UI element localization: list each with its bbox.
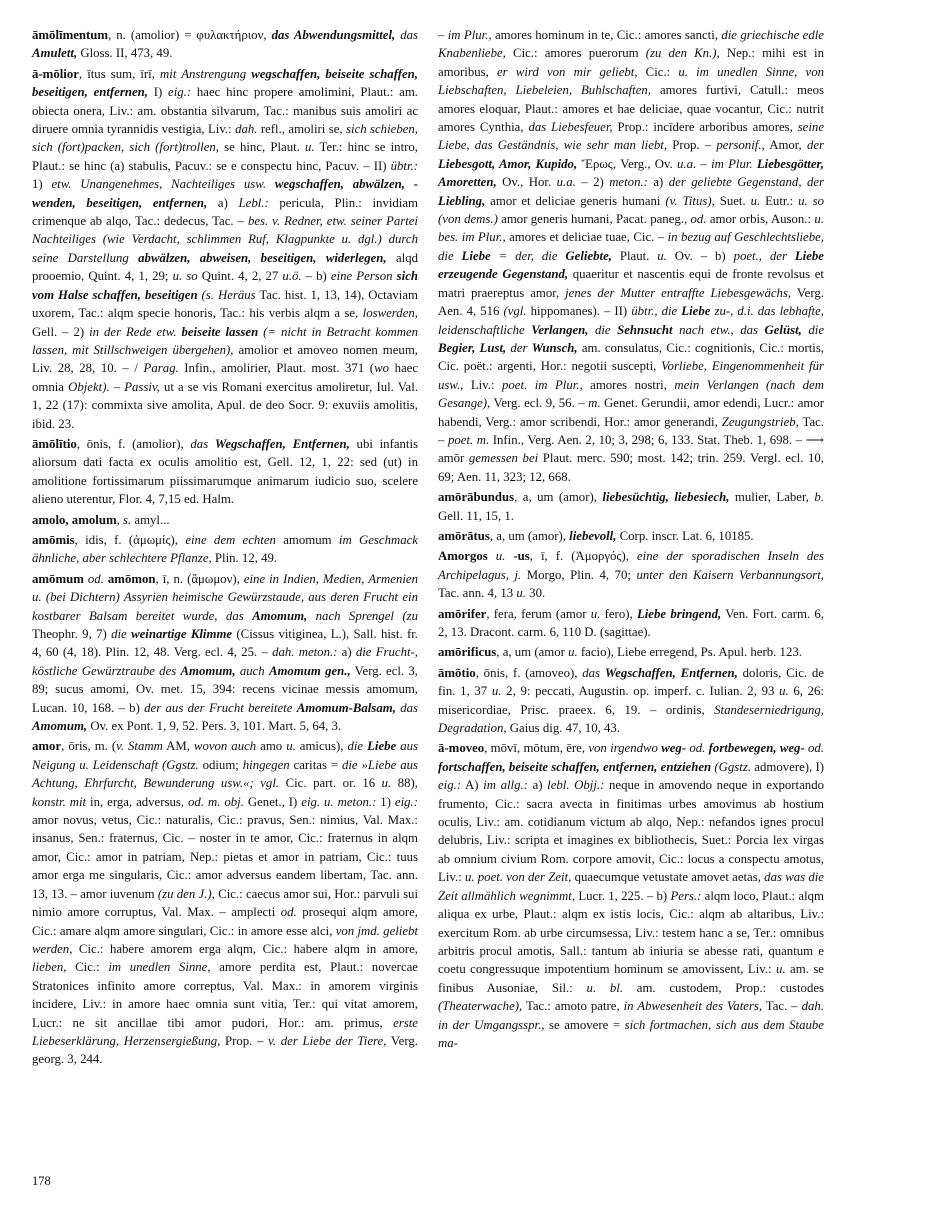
entry-body: , ōnis, f. (amolior), das Wegschaffen, Entfernen, ubi infantis aliorsum dati facta ex oculis amolitio est, Gell. 12, 1, 22: sed (ut) in amolitione fortissimarum piissimarumque animarum iudicio suo, scelere alieno uterentur, Flor. 4, 7,15 ed. Halm.: [32, 436, 418, 507]
entry-headword: ā-moveo: [438, 741, 485, 756]
dictionary-entry: [32, 511, 418, 529]
entry-body: , ōnis, f. (amoveo), das Wegschaffen, Entfernen, doloris, Cic. de fin. 1, 37 u. 2, 9: peccati, Augustin. op. imperf. c. Iulian. 2, 93 u. 6, 26: misericordiae, Prisc. praeex. 6, 19. – ordinis, Standeserniedrigung, Degradation, Gaius dig. 47, 10, 43.: [438, 665, 824, 736]
dictionary-entry: [438, 26, 824, 486]
entry-headword: Amorgos: [438, 549, 488, 564]
entry-headword: amolo, amolum: [32, 512, 117, 527]
dictionary-entry: [438, 643, 824, 661]
entry-body: , idis, f. (ἀμωμίς), eine dem echten amomum im Geschmack ähnliche, aber schlechtere Pflanze, Plin. 12, 49.: [32, 532, 418, 566]
dictionary-entry: [438, 547, 824, 602]
entry-headword: amor: [32, 739, 62, 754]
page-number: 178: [32, 1174, 51, 1188]
entry-body: u. -us, ī, f. (Ἀμοργός), eine der sporadischen Inseln des Archipelagus, j. Morgo, Plin. 4, 70; unter den Kaisern Verbannungsort, Tac. ann. 4, 13 u. 30.: [438, 549, 825, 601]
dictionary-entry: [438, 664, 824, 738]
dictionary-entry: [438, 739, 824, 1052]
entry-headword: amōrificus: [438, 645, 497, 660]
entry-body: , mōvī, mōtum, ēre, von irgendwo weg- od. fortbewegen, weg- od. fortschaffen, beiseite schaffen, entfernen, entziehen (Ggstz. admovere), I) eig.: A) im allg.: a) lebl. Objj.: neque in amovendo neque in exportando frumento, Cic.: sacra avecta in finitimas urbes amovimus ab hostium oculis, Liv.: am. cotidianum victum ab alqo, Nep.: nefandos ignes procul delubris, Liv.: scripta et imagines ex bibliothecis, Suet.: Porcia lex virgas ab omnium civium Rom. corpore amovit, Cic.: locus a conspectu amotus, Liv.: u. poet. von der Zeit, quaecumque vetustate amovet aetas, das was die Zeit allmählich wegnimmt, Lucr. 1, 225. – b) Pers.: alqm loco, Plaut.: alqm aliqua ex urbe, Plaut.: alqm ex istis locis, Cic.: alqm ab altaribus, Liv.: exercitum Rom. ab urbe circumsessa, Liv.: testem hanc a se, Ter.: omnibus arbitris procul amotis, Sall.: tantum ab iniuria se abesse rati, quantum e coetu congressuque impotentium hominum se amovissent, Liv.: u. am. se finibus Ausoniae, Sil.: u. bl. am. custodem, Prop.: custodes (Theaterwache), Tac.: amoto patre, in Abwesenheit des Vaters, Tac. – dah. in der Umgangsspr., se amovere = sich fortmachen, sich aus dem Staube ma-: [438, 741, 825, 1050]
entry-body: , a, um (amor), liebesüchtig, liebesiech, mulier, Laber, b. Gell. 11, 15, 1.: [438, 490, 824, 523]
dictionary-entry: [32, 26, 418, 63]
entry-headword: amōrātus: [438, 528, 490, 543]
dictionary-entry: [32, 435, 418, 509]
entry-headword: āmōlītio: [32, 436, 77, 451]
entry-body: od. amōmon, ī, n. (ἄμωμον), eine in Indien, Medien, Armenien u. (bei Dichtern) Assyrien heimische Gewürzstaude, aus deren Frucht ein kostbarer Balsam bereitet wurde, das Amomum, nach Sprengel (zu Theophr. 9, 7) die weinartige Klimme (Cissus vitiginea, L.), Sall. hist. fr. 4, 60 (4, 18). Plin. 12, 48. Verg. ecl. 4, 25. – dah. meton.: a) die Frucht-, köstliche Gewürztraube des Amomum, auch Amomum gen., Verg. ecl. 3, 89; sucus amomi, Ov. met. 15, 394: recens vicinae messis amomum, Lucan. 10, 168. – b) der aus der Frucht bereitete Amomum-Balsam, das Amomum, Ov. ex Pont. 1, 9, 52. Pers. 3, 101. Mart. 5, 64, 3.: [32, 571, 419, 734]
entry-headword: amōmis: [32, 532, 75, 547]
dictionary-entry: [32, 737, 418, 1068]
entry-body: , a, um (amor), liebevoll, Corp. inscr. Lat. 6, 10185.: [489, 528, 754, 543]
dictionary-entry: [438, 488, 824, 525]
entry-body: , n. (amolior) = φυλακτήριον, das Abwendungsmittel, das Amulett, Gloss. II, 473, 49.: [32, 28, 418, 61]
dictionary-entry: [32, 65, 418, 433]
entry-body: , s. amyl...: [116, 512, 170, 527]
dictionary-entry: [438, 527, 824, 545]
left-column: [32, 26, 418, 1071]
entry-body: , ōris, m. (v. Stamm AM, wovon auch amo u. amicus), die Liebe aus Neigung u. Leidenschaft (Ggstz. odium; hingegen caritas = die »Liebe aus Achtung, Ehrfurcht, Bewunderung usw.«; vgl. Cic. part. or. 16 u. 88), konstr. mit in, erga, adversus, od. m. obj. Genet., I) eig. u. meton.: 1) eig.: amor novus, vetus, Cic.: naturalis, Cic.: pravus, Sen.: nimius, Val. Max.: insanus, Sen.: fraternus, Cic. – noster in te amor, Cic.: fraternus in alqm amor, Cic.: amor in patriam, Nep.: pietas et amor in patriam, Cic.: tuus amor erga me singularis, Cic.: amor adversus eandem libertam, Tac. ann. 13, 13. – amor iuvenum (zu den J.), Cic.: caecus amor sui, Hor.: parvuli sui nimio amore corruptus, Val. Max. – amplecti od. prosequi alqm amore, Cic.: amare alqm amore singulari, Cic.: in amore esse alci, von jmd. geliebt werden, Cic.: habere amorem erga alqm, Cic.: habere alqm in amore, lieben, Cic.: im unedlen Sinne, amore perdita est, Plaut.: novercae Stratonices infinito amore correptus, Val. Max.: in amorem virginis incidere, Liv.: in amore haec omnia sunt vitia, Ter.: qui vitat amorem, Lucr.: ne sit ancillae tibi amor pudori, Hor.: am. primus, erste Liebeserklärung, Herzensergießung, Prop. – v. der Liebe der Tiere, Verg. georg. 3, 244.: [32, 739, 419, 1067]
entry-body: – im Plur., amores hominum in te, Cic.: amores sancti, die griechische edle Knabenliebe, Cic.: amores puerorum (zu den Kn.), Nep.: mihi est in amoribus, er wird von mir geliebt, Cic.: u. im unedlen Sinne, von Liebschaften, Liebeleien, Buhlschaften, amores furtivi, Catull.: meos amores eloquar, Plaut.: amores et hae deliciae, quae vocantur, Cic.: nutrit amores Cynthia, das Liebesfeuer, Prop.: incīdere arboribus amores, seine Liebe, das Geständnis, wie sehr man liebt, Prop. – personif., Amor, der Liebesgott, Amor, Kupido, Ἔρως, Verg., Ov. u.a. – im Plur. Liebesgötter, Amoretten, Ov., Hor. u.a. – 2) meton.: a) der geliebte Gegenstand, der Liebling, amor et deliciae generis humani (v. Titus), Suet. u. Eutr.: u. so (von dems.) amor generis humani, Pacat. paneg., od. amor orbis, Auson.: u. bes. im Plur., amores et deliciae tuae, Cic. – in bezug auf Geschlechtsliebe, die Liebe = der, die Geliebte, Plaut. u. Ov. – b) poet., der Liebe erzeugende Gegenstand, quaeritur et nascentis equi de fronte revolsus et matri praereptus amor, jenes der Mutter entraffte Liebesgewächs, Verg. Aen. 4, 516 (vgl. hippomanes). – II) übtr., die Liebe zu-, d.i. das lebhafte, leidenschaftliche Verlangen, die Sehnsucht nach etw., das Gelüst, die Begier, Lust, der Wunsch, am. consulatus, Cic.: cognitionis, Cic.: mortis, Cic. poët.: argenti, Hor.: negotii suscepti, Vorliebe, Eingenommenheit für usw., Liv.: poet. im Plur., amores nostri, mein Verlangen (nach dem Gesange), Verg. ecl. 9, 56. – m. Genet. Gerundii, amor edendi, Lucr.: amor habendi, Verg.: amor scribendi, Hor.: amor generandi, Zeugungstrieb, Tac. – poet. m. Infin., Verg. Aen. 2, 10; 3, 298; 6, 133. Stat. Theb. 1, 698. – ⟶ amōr gemessen bei Plaut. merc. 590; most. 142; trin. 259. Vergl. ecl. 10, 69; Aen. 11, 323; 12, 668.: [438, 28, 825, 484]
right-column: [438, 26, 824, 1054]
entry-headword: āmōlīmentum: [32, 28, 109, 42]
entry-headword: āmōtio: [438, 665, 476, 680]
entry-headword: amōmum: [32, 571, 84, 586]
entry-body: , a, um (amor u. facio), Liebe erregend, Ps. Apul. herb. 123.: [496, 645, 802, 660]
entry-headword: ā-mōlior: [32, 66, 79, 81]
entry-headword: amōrifer: [438, 606, 487, 621]
dictionary-entry: [32, 570, 418, 736]
entry-body: , fera, ferum (amor u. fero), Liebe bringend, Ven. Fort. carm. 6, 2, 13. Dracont. carm. 6, 110 D. (sagittae).: [438, 606, 824, 639]
dictionary-entry: [438, 605, 824, 642]
dictionary-entry: [32, 531, 418, 568]
entry-body: , ītus sum, īrī, mit Anstrengung wegschaffen, beiseite schaffen, beseitigen, entfernen, I) eig.: haec hinc propere amolimini, Plaut.: am. obiecta onera, Liv.: am. obstantia silvarum, Tac.: manibus suis amoliri ac diruere omnia tyrannidis vestigia, Liv.: dah. refl., amoliri se, sich schieben, sich (fort)packen, sich (fort)trollen, se hinc, Plaut. u. Ter.: hinc se intro, Plaut.: se hinc (a) stabulis, Pacuv.: se e conspectu hinc, Pacuv. – II) übtr.: 1) etw. Unangenehmes, Nachteiliges usw. wegschaffen, abwälzen, -wenden, beseitigen, entfernen, a) Lebl.: pericula, Plin.: invidiam crimenque ab alqo, Tac.: dedecus, Tac. – bes. v. Redner, etw. seiner Partei Nachteiliges (wie Verdacht, schlimmen Ruf, Klagpunkte u. dgl.) durch seine Darstellung abwälzen, abweisen, beseitigen, widerlegen, alqd prooemio, Quint. 4, 1, 29; u. so Quint. 4, 2, 27 u.ö. – b) eine Person sich vom Halse schaffen, beseitigen (s. Heräus Tac. hist. 1, 13, 14), Octaviam uxorem, Tac.: alqm specie honoris, Tac.: his verbis alqm a se, loswerden, Gell. – 2) in der Rede etw. beiseite lassen (= nicht in Betracht kommen lassen, mit Stillschweigen übergehen), amolior et amoveo nomen meum, Liv. 28, 28, 10. – / Parag. Infin., amolirier, Plaut. most. 371 (wo haec omnia Objekt). – Passiv, ut a se vis Romani exercitus amoliretur, Iul. Val. 1, 22 (17): commixta sive amolita, Apul. de deo Socr. 9: exuviis amolitis, ibid. 23.: [32, 66, 419, 431]
entry-headword: amōrābundus: [438, 490, 515, 505]
